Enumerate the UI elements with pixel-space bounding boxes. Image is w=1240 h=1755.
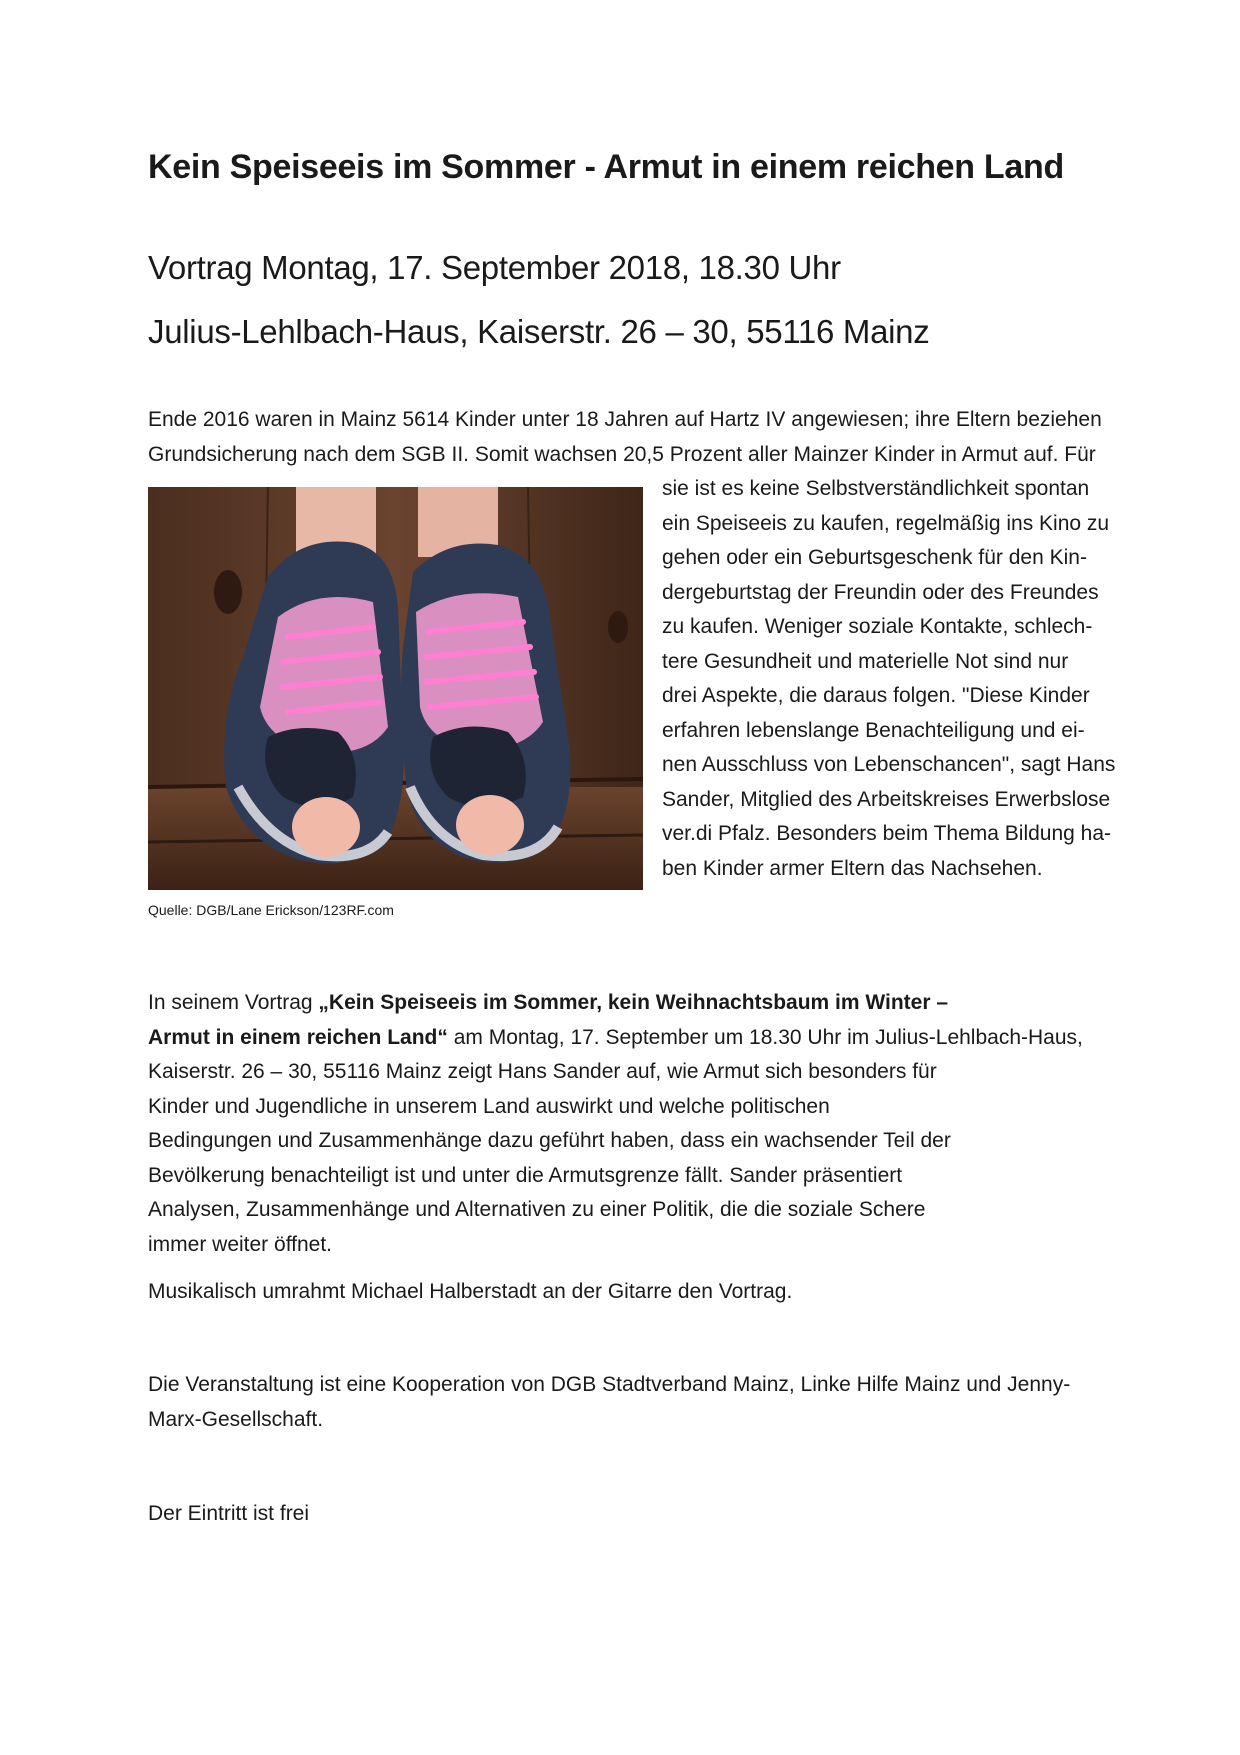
- intro-line: Grundsicherung nach dem SGB II. Somit wachsen 20,5 Prozent aller Mainzer Kinder in Armut auf. Für: [148, 442, 1096, 466]
- paragraph-line: Die Veranstaltung ist eine Kooperation von DGB Stadtverband Mainz, Linke Hilfe Mainz und Jenny-: [148, 1373, 1071, 1396]
- paragraph-line: Marx-Gesellschaft.: [148, 1407, 324, 1431]
- paragraph-line: [148, 986, 1108, 1021]
- paragraph-line: Bedingungen und Zusammenhänge dazu geführt haben, dass ein wachsender Teil der: [148, 1129, 951, 1152]
- worn-shoes-illustration: [148, 487, 643, 890]
- paragraph-line: dergeburtstag der Freundin oder des Freundes: [662, 580, 1099, 604]
- plain-text: am Montag, 17. September um 18.30 Uhr im Julius-Lehlbach-Haus,: [447, 1025, 1083, 1049]
- lecture-paragraph: [148, 986, 1108, 1262]
- paragraph-line: [148, 1021, 1108, 1056]
- intro-line: Ende 2016 waren in Mainz 5614 Kinder unter 18 Jahren auf Hartz IV angewiesen; ihre Eltern beziehen: [148, 408, 1102, 431]
- paragraph-line: ver.di Pfalz. Besonders beim Thema Bildung ha-: [662, 822, 1112, 845]
- paragraph-line: Analysen, Zusammenhänge und Alternativen zu einer Politik, die die soziale Schere: [148, 1198, 926, 1221]
- lecture-title-bold: „Kein Speiseeis im Sommer, kein Weihnachtsbaum im Winter –: [318, 991, 949, 1014]
- paragraph-line: Sander, Mitglied des Arbeitskreises Erwerbslose: [662, 787, 1111, 811]
- paragraph-line: ein Speiseeis zu kaufen, regelmäßig ins Kino zu: [662, 511, 1110, 535]
- paragraph-line: Kaiserstr. 26 – 30, 55116 Mainz zeigt Hans Sander auf, wie Armut sich besonders für: [148, 1060, 937, 1083]
- paragraph-line: tere Gesundheit und materielle Not sind nur: [662, 649, 1069, 673]
- document-title: Kein Speiseeis im Sommer - Armut in einem reichen Land: [148, 148, 1064, 186]
- photo-caption: Quelle: DGB/Lane Erickson/123RF.com: [148, 902, 394, 918]
- cooperation-paragraph: [148, 1368, 1108, 1437]
- paragraph-line: gehen oder ein Geburtsgeschenk für den Kin-: [662, 546, 1087, 569]
- paragraph-line: sie ist es keine Selbstverständlichkeit spontan: [662, 477, 1090, 500]
- intro-paragraph: [148, 403, 1108, 472]
- paragraph-line: Kinder und Jugendliche in unserem Land auswirkt und welche politischen: [148, 1094, 830, 1118]
- paragraph-line: ben Kinder armer Eltern das Nachsehen.: [662, 856, 1043, 880]
- lecture-title-bold: Armut in einem reichen Land“: [148, 1025, 448, 1049]
- event-location-heading: Julius-Lehlbach-Haus, Kaiserstr. 26 – 30, 55116 Mainz: [148, 313, 930, 350]
- paragraph-line: immer weiter öffnet.: [148, 1232, 333, 1256]
- event-date-heading: Vortrag Montag, 17. September 2018, 18.30 Uhr: [148, 249, 841, 286]
- music-note: Musikalisch umrahmt Michael Halberstadt an der Gitarre den Vortrag.: [148, 1280, 793, 1303]
- worn-shoes-photo: [148, 487, 643, 890]
- paragraph-line: Bevölkerung benachteiligt ist und unter die Armutsgrenze fällt. Sander präsentiert: [148, 1163, 903, 1187]
- free-entry-note: Der Eintritt ist frei: [148, 1502, 310, 1525]
- paragraph-line: drei Aspekte, die daraus folgen. "Diese Kinder: [662, 684, 1090, 707]
- plain-text: In seinem Vortrag: [148, 991, 319, 1014]
- paragraph-line: nen Ausschluss von Lebenschancen", sagt Hans: [662, 753, 1116, 776]
- paragraph-line: zu kaufen. Weniger soziale Kontakte, schlech-: [662, 615, 1093, 638]
- wrapped-paragraph: [662, 472, 1116, 886]
- paragraph-line: erfahren lebenslange Benachteiligung und ei-: [662, 718, 1085, 742]
